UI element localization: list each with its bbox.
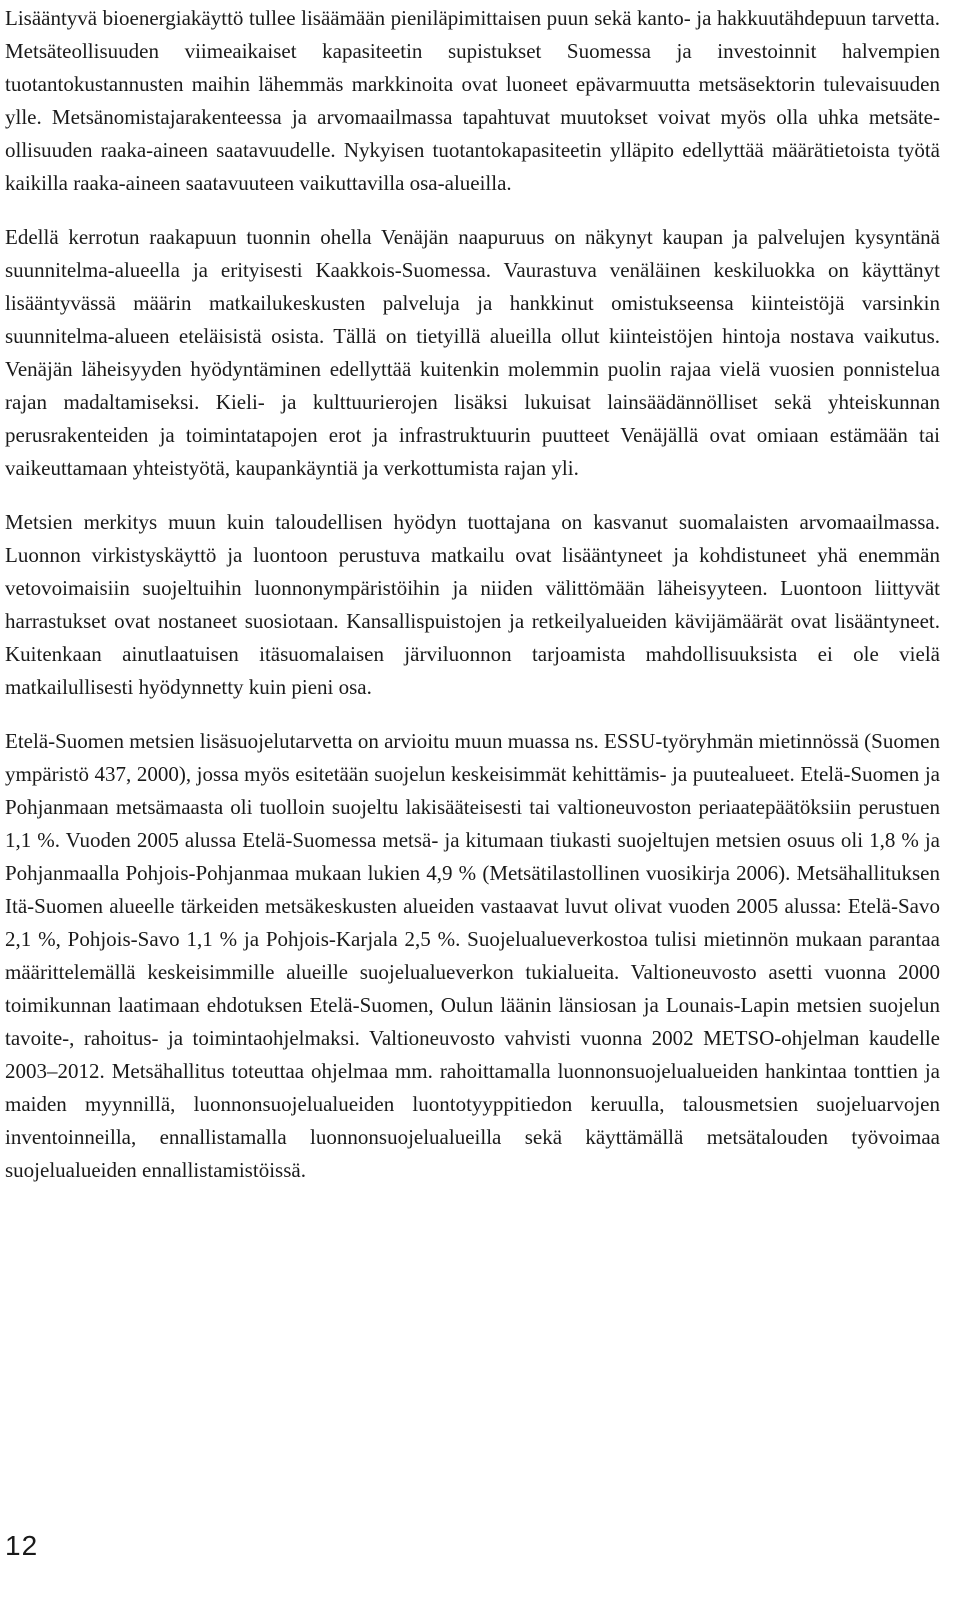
paragraph-russia: Edellä kerrotun raakapuun tuonnin ohella Venäjän naapuruus on näkynyt kaupan ja palvelujen kysyntänä suunnitelma-alueella ja erityisesti Kaakkois-Suomessa. Vaurastuva venäläinen keskiluokka on käyttänyt lisääntyvässä määrin matkailukeskusten palveluja ja hankkinut omistukseensa kiinteistöjä varsinkin suunnitelma-alueen eteläisistä osista. Tällä on tietyillä alueilla ollut kiinteistöjen hintoja nostava vaikutus. Venäjän läheisyyden hyödyntäminen edellyttää kuitenkin molemmin puolin rajaa vielä vuosien ponnistelua rajan madaltamiseksi. Kieli- ja kulttuurierojen lisäksi lukuisat lainsäädännölliset sekä yhteiskunnan perusrakenteiden ja toimintatapojen erot ja infrastruktuurin puutteet Venäjällä ovat omiaan estämään tai vaikeuttamaan yhteistyötä, kaupankäyntiä ja verkottumista rajan yli.: [5, 225, 940, 480]
page-number: 12: [5, 1530, 39, 1561]
paragraph-recreation: Metsien merkitys muun kuin taloudellisen hyödyn tuottajana on kasvanut suomalaisten arvomaailmassa. Luonnon virkistyskäyttö ja luontoon perustuva matkailu ovat lisääntyneet ja kohdistuneet yhä enemmän vetovoimaisiin suojeltuihin luonnonympäristöihin ja niiden välittömään läheisyyteen. Luontoon liittyvät harrastukset ovat nostaneet suosiotaan. Kansallispuistojen ja retkeilyalueiden kävijämäärät ovat lisääntyneet. Kuitenkaan ainutlaatuisen itäsuomalaisen järviluonnon tarjoamista mahdollisuuksista ei ole vielä matkailullisesti hyödynnetty kuin pieni osa.: [5, 510, 940, 699]
paragraph-bioenergy: Lisääntyvä bioenergiakäyttö tullee lisäämään pieniläpimittaisen puun sekä kanto- ja hakkuutähdepuun tarvetta. Metsäteollisuuden viimeaikaiset kapasiteetin supistukset Suomessa ja investoinnit halvempien tuotantokustannusten maihin lähemmäs markkinoita ovat luoneet epävarmuutta metsäsektorin tulevaisuuden ylle. Metsänomistajarakenteessa ja arvomaailmassa tapahtuvat muutokset voivat myös olla uhka metsäteollisuuden raaka-aineen saatavuudelle. Nykyisen tuotantokapasiteetin ylläpito edellyttää määrätietoista työtä kaikilla raaka-aineen saatavuuteen vaikuttavilla osa-alueilla.: [5, 6, 940, 195]
paragraph-protection: Etelä-Suomen metsien lisäsuojelutarvetta on arvioitu muun muassa ns. ESSU-työryhmän mietinnössä (Suomen ympäristö 437, 2000), jossa myös esitetään suojelun keskeisimmät kehittämis- ja puutealueet. Etelä-Suomen ja Pohjanmaan metsämaasta oli tuolloin suojeltu lakisääteisesti tai valtioneuvoston periaatepäätöksiin perustuen 1,1 %. Vuoden 2005 alussa Etelä-Suomessa metsä- ja kitumaan tiukasti suojeltujen metsien osuus oli 1,8 % ja Pohjanmaalla Pohjois-Pohjanmaa mukaan lukien 4,9 % (Metsätilastollinen vuosikirja 2006). Metsähallituksen Itä-Suomen alueelle tärkeiden metsäkeskusten alueiden vastaavat luvut olivat vuoden 2005 alussa: Etelä-Savo 2,1 %, Pohjois-Savo 1,1 % ja Pohjois-Karjala 2,5 %. Suojelualueverkostoa tulisi mietinnön mukaan parantaa määrittelemällä keskeisimmille alueille suojelualueverkon tukialueita. Valtioneuvosto asetti vuonna 2000 toimikunnan laatimaan ehdotuksen Etelä-Suomen, Oulun läänin länsiosan ja Lounais-Lapin metsien suojelun tavoite-, rahoitus- ja toimintaohjelmaksi. Valtioneuvosto vahvisti vuonna 2002 METSO-ohjelman kaudelle 2003–2012. Metsähallitus toteuttaa ohjelmaa mm. rahoittamalla luonnonsuojelualueiden hankintaa tonttien ja maiden myynnillä, luonnonsuojelualueiden luontotyyppitiedon keruulla, talousmetsien suojeluarvojen inventoinneilla, ennallistamalla luonnonsuojelualueilla sekä käyttämällä metsätalouden työvoimaa suojelualueiden ennallistamistöissä.: [5, 729, 940, 1182]
body-text: [5, 2, 940, 1208]
